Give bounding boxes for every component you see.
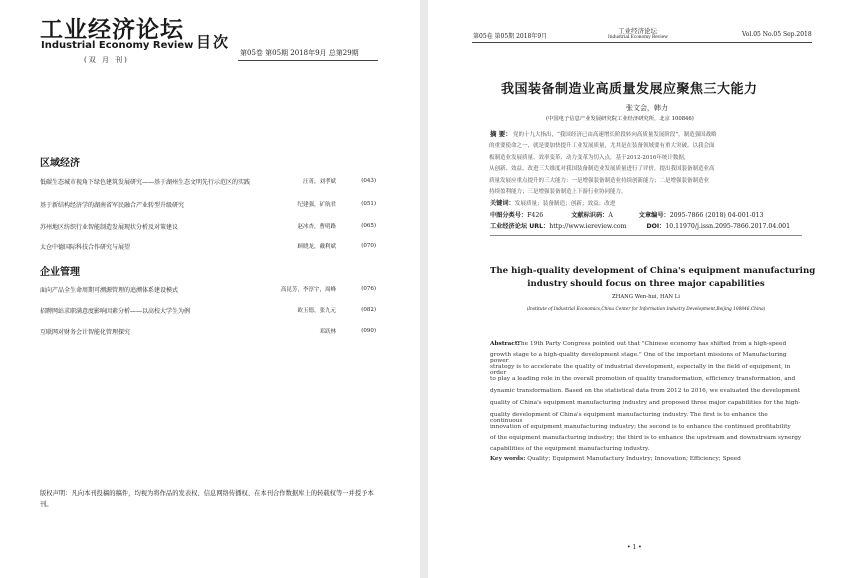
toc-entry-authors: 顾晓龙，戴利斌 (297, 244, 336, 250)
abstract-cn-line: 的重要使命之一，就是要加快提升工业发展质量，尤其是在装备领域要有重大突破。以我会面 (489, 143, 715, 149)
keywords-en-value: Quality; Equipment Manufactury Industry; Innovation; Efficiency; Speed (527, 456, 741, 462)
classification-row (490, 210, 810, 219)
abstract-en-line: of the equipment manufacturing industry; the third is to enhance the upstream and downstream synergy (490, 435, 802, 441)
running-header-right: Vol.05 No.05 Sep.2018 (742, 31, 812, 38)
abstract-cn-line: 板制造业发展质量、效率变革、动力变革为切入点，基于2012-2016年统计数据， (489, 154, 690, 161)
keywords-en (490, 456, 741, 462)
toc-entry-title: 面向产品全生命周期可溯源管理的追溯体系建设模式 (40, 286, 179, 294)
class-label: 中图分类号： (490, 212, 528, 219)
keywords-en-label: Key words: (490, 456, 526, 462)
page-number: • 1 • (627, 544, 642, 551)
article-title-cn: 我国装备制造业高质量发展应聚焦三大能力 (501, 82, 758, 97)
article-authors-en: ZHANG Wen-hui, HAN Li (612, 294, 680, 300)
toc-entry[interactable] (40, 283, 376, 295)
copyright-notice: 版权声明：凡向本刊投稿的稿件，均视为将作品的发表权、信息网络传播权、在本刊合作数据库上的转载权等一并授予本刊。 (40, 490, 374, 508)
abstract-en-line: The 19th Party Congress pointed out that "Chinese economy has shifted from a high-speed (517, 341, 787, 347)
journal-title-cn: 工业经济论坛 (40, 17, 184, 43)
abstract-en-label: Abstract: (490, 341, 520, 347)
toc-entry[interactable] (40, 175, 376, 187)
toc-entry[interactable] (40, 325, 376, 337)
toc-entry-page: (090) (361, 328, 376, 334)
toc-title: 目次 (196, 33, 231, 51)
toc-entry-authors: 欧玉德，张九元 (297, 308, 336, 314)
doi-label: DOI： (646, 223, 666, 230)
doc-value: A (608, 212, 613, 219)
toc-entry-page: (051) (361, 201, 376, 207)
toc-entry-authors: 汪菁，刘孝斌 (302, 179, 336, 185)
journal-title-en: Industrial Economy Review (41, 40, 194, 51)
article-no-label: 文章编号： (638, 212, 670, 219)
abstract-en-line: innovation of equipment manufacturing industry; the second is to enhance the continued profitability (490, 424, 791, 430)
article-page (428, 0, 850, 578)
abstract-en-line: quality development of China's equipment manufacturing industry. The first is to enhance the continuous (490, 412, 768, 424)
toc-entry-authors: 邓跃林 (319, 329, 336, 335)
header-rule (238, 60, 378, 61)
abstract-en-line: capabilities of the equipment manufacturing industry. (490, 446, 650, 452)
toc-entry[interactable] (40, 198, 376, 210)
keywords-cn-value: 发展质量；装备制造；创新；效益；改进 (514, 201, 616, 207)
toc-entry-authors: 高昆芳，李淳宇，周峰 (280, 287, 336, 293)
toc-entry-title: 太仓中德国际科技合作研究与展望 (40, 243, 131, 251)
toc-entry-authors: 纪建强，矿航君 (297, 202, 336, 208)
class-value: F426 (527, 212, 544, 219)
abstract-en-line: strategy is to accelerate the quality of industrial development, especially in the field of equipment, in order (490, 364, 791, 376)
abstract-cn-line: 从创新、效益、改进三大维度对我国装备制造业发展质量进行了评价，提出我国装备制造业高 (489, 166, 715, 172)
section-rule (490, 235, 802, 236)
toc-entry-title: 互联网对财务会计智能化管理探究 (40, 328, 131, 336)
abstract-en-line: dynamic transformation. Based on the statistical data from 2012 to 2016, we evaluated the development (490, 388, 801, 394)
article-title-en-line1: The high-quality development of China's equipment manufacturing (490, 266, 816, 276)
abstract-en-line: to play a leading role in the overall promotion of quality transformation, efficiency transformation, and (490, 376, 796, 382)
toc-entry[interactable] (40, 240, 376, 252)
doc-label: 文献标识码： (571, 212, 609, 219)
toc-entry-authors: 赵冰杏，曹明路 (297, 224, 336, 230)
running-header-left: 第05卷 第05期 2018年9月 (473, 33, 548, 40)
abstract-cn-label: 摘 要： (490, 130, 512, 138)
article-title-en-line2: industry should focus on three major capabilities (527, 279, 765, 289)
url-doi-row (490, 221, 810, 230)
toc-entry-page: (076) (361, 286, 376, 292)
abstract-cn-line: 持续盈利能力；三是增强装备制造上下游行业协同能力。 (489, 189, 627, 195)
keywords-cn-label: 关键词： (490, 200, 515, 207)
toc-entry-page: (065) (361, 223, 376, 229)
running-header-journal-en: Industrial Economy Review (608, 35, 668, 40)
page-gutter (420, 0, 428, 578)
toc-entry-title: 低碳生态城市视角下绿色建筑发展研究——基于湖州生态文明先行示范区的实践 (40, 178, 251, 186)
toc-entry-title: 苏州地区纺织行业智能制造发展现状分析及对策建议 (40, 223, 179, 231)
issue-line: 第05卷 第05期 2018年9月 总第29期 (240, 49, 359, 57)
journal-url[interactable]: http://www.iereview.com (549, 223, 627, 230)
toc-entry-page: (082) (361, 307, 376, 313)
section-heading-regional: 区域经济 (40, 158, 80, 169)
abstract-cn-line: 党的十九大指出，“我国经济已由高速增长阶段转向高质量发展阶段”。制造强国战略 (513, 131, 717, 138)
abstract-en-line: quality of China's equipment manufacturing industry and proposed three major capabilities for the high- (490, 400, 801, 406)
abstract-cn-line: 质量发展应重点提升的三大能力：一是增强装备制造业持续创新能力；二是增强装备制造业 (489, 177, 710, 184)
toc-entry-page: (043) (361, 178, 376, 184)
toc-entry-page: (070) (361, 243, 376, 249)
section-heading-enterprise: 企业管理 (40, 267, 80, 278)
toc-page (0, 0, 420, 578)
article-affiliation-en: (Institute of Industrial Economics,China Center for Information Industry Development,Beijing 100846,China) (526, 307, 766, 312)
running-header-rule (472, 42, 812, 43)
keywords-cn (490, 198, 615, 207)
journal-frequency: (双 月 刊) (84, 56, 129, 64)
abstract-en-line: growth stage to a high-quality development stage." One of the important missions of Manufacturing power (490, 352, 787, 364)
article-affiliation-cn: (中国电子信息产业发展研究院工业经济研究所，北京 100846) (546, 116, 694, 122)
article-authors-cn: 张文会，韩力 (626, 104, 668, 112)
running-header-journal-cn: 工业经济论坛 (618, 27, 657, 35)
toc-entry-title: 招聘网站求职满意度影响因素分析——以高校大学生为例 (40, 307, 191, 315)
toc-entry[interactable] (40, 220, 376, 232)
doi-value[interactable]: 10.11970/j.issn.2095-7866.2017.04.001 (665, 223, 791, 230)
article-no-value: 2095-7866 (2018) 04-001-013 (669, 212, 764, 219)
toc-entry-title: 基于新结构经济学的湖南省军民融合产业转型升级研究 (40, 201, 185, 209)
toc-entry[interactable] (40, 304, 376, 316)
url-label: 工业经济论坛 URL： (490, 223, 550, 230)
